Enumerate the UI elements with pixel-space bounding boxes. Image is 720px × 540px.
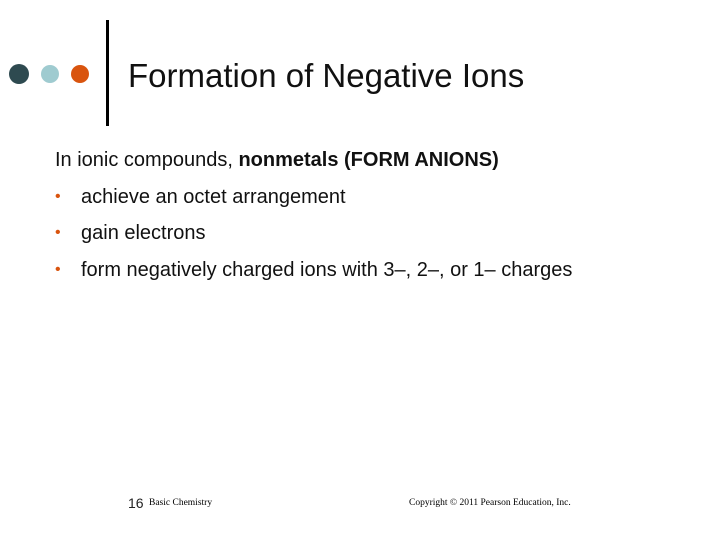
bullet-icon: • [55,187,61,205]
intro-bold-term: nonmetals (FORM ANIONS) [238,149,499,171]
bullet-item [55,179,705,216]
slide-number: 16 [128,495,144,511]
footer-course: Basic Chemistry [149,498,213,508]
slide-title: Formation of Negative Ions [128,57,525,94]
bullet-icon: • [55,224,61,241]
bullet-text: achieve an octet arrangement [81,185,346,208]
bullet-text: gain electrons [81,222,206,244]
slide-body [55,143,705,288]
intro-prefix: In ionic compounds, [55,149,239,171]
light-teal-dot [41,65,59,83]
title-divider-line [106,20,109,126]
bullet-text: form negatively charged ions with 3–, 2–, or 1– charges [81,258,573,281]
bullet-item [55,215,705,252]
dark-teal-dot [9,64,29,84]
intro-line [55,143,705,179]
bullet-item [55,252,705,289]
orange-dot [71,65,89,83]
bullet-icon: • [55,260,61,278]
footer-copyright: Copyright © 2011 Pearson Education, Inc. [409,498,571,508]
decorative-dots [9,64,99,84]
